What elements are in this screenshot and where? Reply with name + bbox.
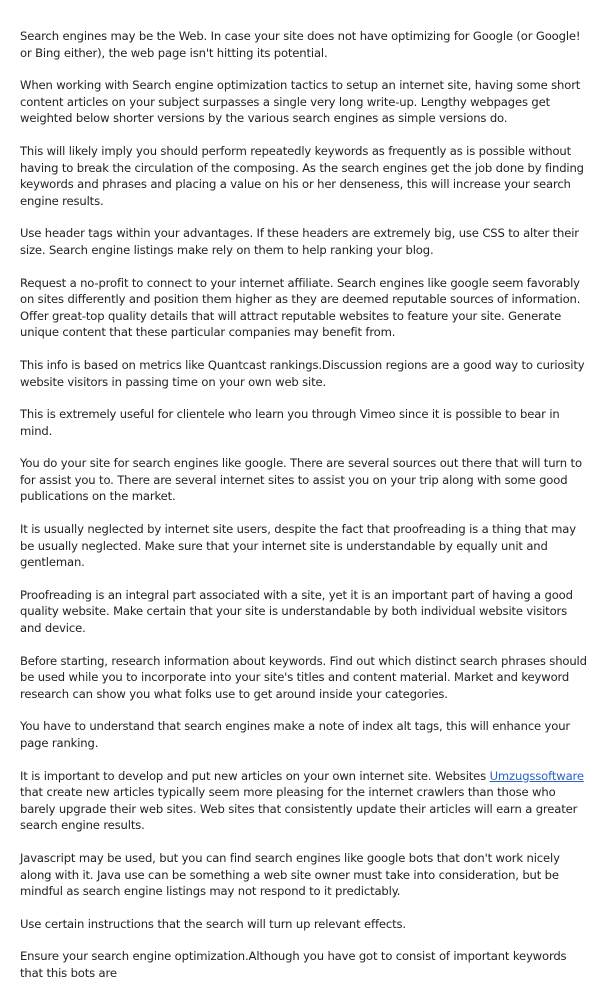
paragraph-3: This will likely imply you should perform repeatedly keywords as frequently as is possible without having to break the circulation of the composing. As the search engines get the job done by finding keywords and phrases and placing a value on his or her denseness, this will increase your search engine results.	[20, 143, 584, 208]
paragraph-16: Ensure your search engine optimization.Although you have got to consist of important keywords that this bots are	[20, 949, 567, 980]
article-body	[20, 28, 588, 998]
paragraph-1: Search engines may be the Web. In case your site does not have optimizing for Google (or Google! or Bing either), the web page isn't hitting its potential.	[20, 29, 581, 60]
paragraph-2: When working with Search engine optimization tactics to setup an internet site, having some short content articles on your subject surpasses a single very long write-up. Lengthy webpages get weighted below shorter versions by the various search engines as simple versions do.	[20, 78, 581, 126]
paragraph-7: This is extremely useful for clientele who learn you through Vimeo since it is possible to bear in mind.	[20, 407, 560, 438]
paragraph-with-link	[20, 768, 588, 834]
paragraph-11: Before starting, research information about keywords. Find out which distinct search phrases should be used while you to incorporate into your site's titles and content material. Market and keyword research can show you what folks use to get around inside your categories.	[20, 653, 587, 701]
link-paragraph-before: It is important to develop and put new articles on your own internet site. Websites	[20, 768, 490, 783]
paragraph-10: Proofreading is an integral part associated with a site, yet it is an important part of having a good quality website. Make certain that your site is understandable by both individual website visitors and device.	[20, 587, 573, 636]
paragraph-15: Use certain instructions that the search will turn up relevant effects.	[20, 916, 406, 931]
link-paragraph-after: that create new articles typically seem more pleasing for the internet crawlers than those who barely upgrade their web sites. Web sites that consistently update their articles will earn a greater search engine results.	[20, 785, 578, 833]
paragraph-12: You have to understand that search engines make a note of index alt tags, this will enhance your page ranking.	[20, 719, 571, 750]
paragraph-5: Request a no-profit to connect to your internet affiliate. Search engines like google seem favorably on sites differently and position them higher as they are deemed reputable sources of information. Offer great-top quality details that will attract reputable websites to feature your site. Generate unique content that these particular companies may benefit from.	[20, 275, 581, 340]
paragraph-9: It is usually neglected by internet site users, despite the fact that proofreading is a thing that may be usually neglected. Make sure that your internet site is understandable by equally unit and gentleman.	[20, 522, 576, 570]
paragraph-14: Javascript may be used, but you can find search engines like google bots that don't work nicely along with it. Java use can be something a web site owner must take into consideration, but be mindful as search engine listings may not respond to it predictably.	[20, 850, 560, 899]
paragraph-8: You do your site for search engines like google. There are several sources out there that will turn to for assist you to. There are several internet sites to assist you on your trip along with some good publications on the market.	[20, 456, 582, 504]
paragraph-6: This info is based on metrics like Quantcast rankings.Discussion regions are a good way to curiosity website visitors in passing time on your own web site.	[20, 357, 585, 389]
umzugssoftware-link[interactable]: Umzugssoftware	[489, 768, 584, 783]
paragraph-4: Use header tags within your advantages. If these headers are extremely big, use CSS to alter their size. Search engine listings make rely on them to help ranking your blog.	[20, 226, 579, 257]
